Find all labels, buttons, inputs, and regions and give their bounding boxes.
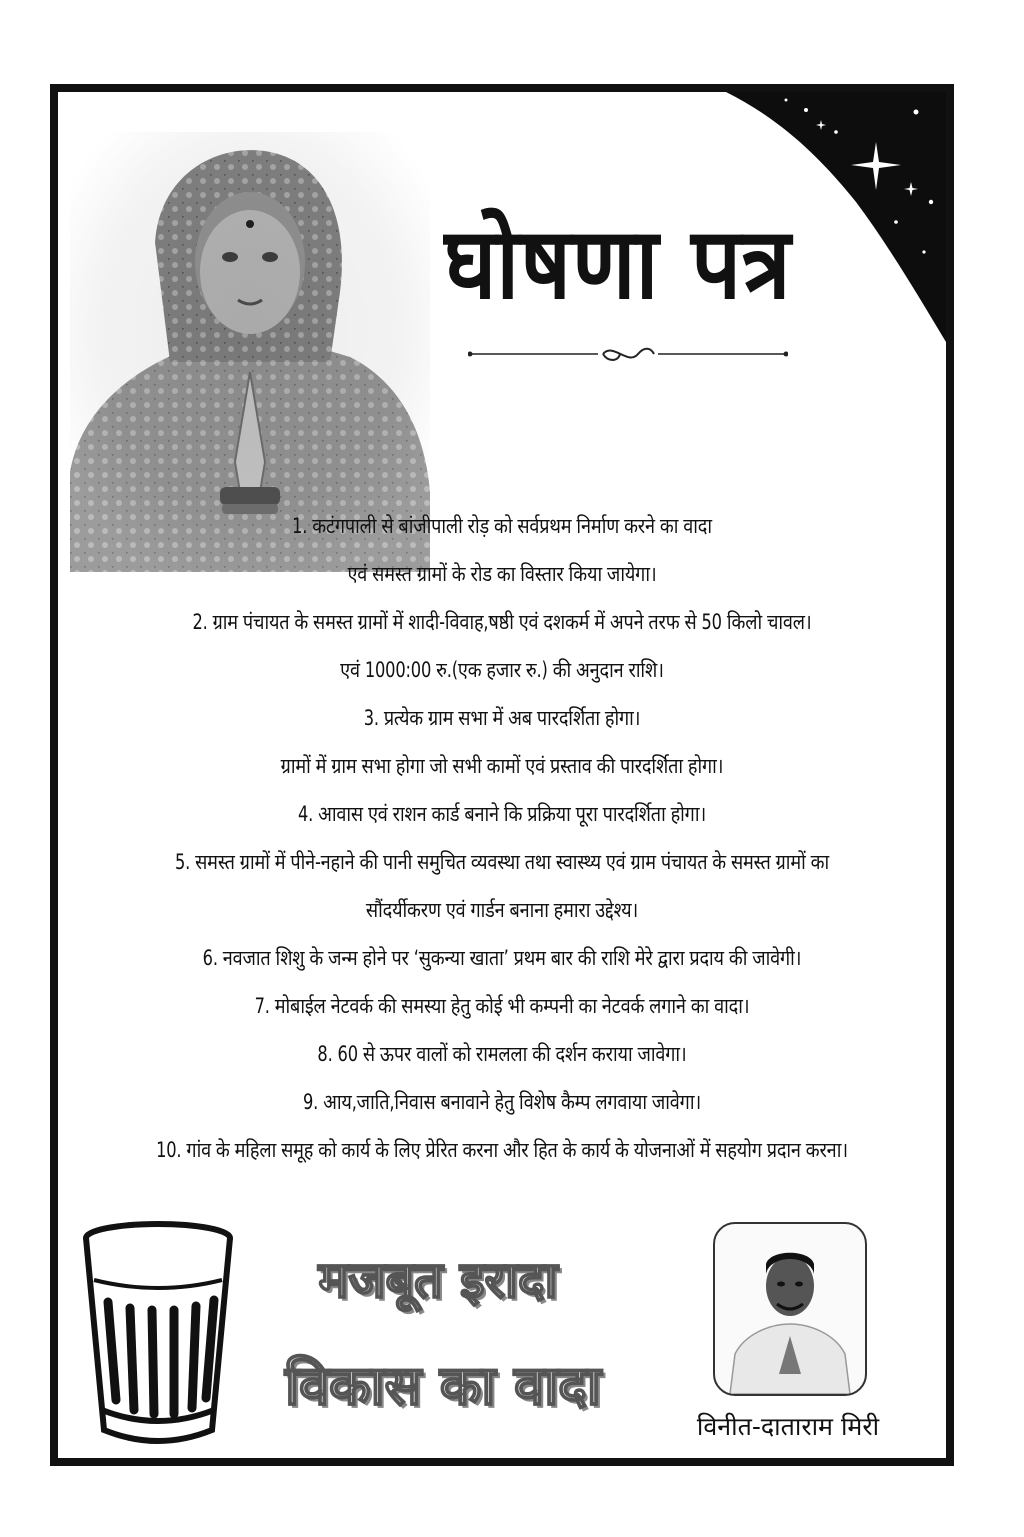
slogan-line-1: मजबूत इरादा — [318, 1251, 558, 1309]
manifesto-line: 6. नवजात शिशु के जन्म होने पर ‘सुकन्या खाता’ प्रथम बार की राशि मेरे द्वारा प्रदाय की जावेगी। — [202, 946, 802, 970]
manifesto-line: 10. गांव के महिला समूह को कार्य के लिए प्रेरित करना और हित के कार्य के योजनाओं में सहयोग प्रदान करना। — [156, 1138, 848, 1162]
manifesto-line: 4. आवास एवं राशन कार्ड बनाने कि प्रक्रिया पूरा पारदर्शिता होगा। — [297, 802, 707, 826]
manifesto-line: एवं समस्त ग्रामों के रोड का विस्तार किया जायेगा। — [347, 562, 657, 586]
supporter-photo — [713, 1222, 867, 1396]
manifesto-line: 9. आय,जाति,निवास बनावाने हेतु विशेष कैम्प लगवाया जावेगा। — [302, 1090, 702, 1114]
manifesto-list — [58, 502, 946, 1174]
manifesto-line: एवं 1000:00 रु.(एक हजार रु.) की अनुदान राशि। — [340, 658, 664, 682]
manifesto-line: 3. प्रत्येक ग्राम सभा में अब पारदर्शिता होगा। — [363, 706, 641, 730]
manifesto-line: 8. 60 से ऊपर वालों को रामलला की दर्शन कराया जावेगा। — [317, 1042, 687, 1066]
supporter-portrait — [715, 1224, 865, 1394]
manifesto-line: 5. समस्त ग्रामों में पीने-नहाने की पानी समुचित व्यवस्था तथा स्वास्थ्य एवं ग्राम पंचायत के समस्त ग्रामों का — [175, 850, 829, 874]
manifesto-line: सौंदर्यीकरण एवं गार्डन बनाना हमारा उद्देश्य। — [365, 898, 639, 922]
slogan-line-2: विकास का वादा — [285, 1354, 601, 1417]
manifesto-line: 7. मोबाईल नेटवर्क की समस्या हेतु कोई भी कम्पनी का नेटवर्क लगाने का वादा। — [254, 994, 750, 1018]
signoff-name: विनीत-दाताराम मिरी — [696, 1412, 880, 1441]
manifesto-line: ग्रामों में ग्राम सभा होगा जो सभी कामों एवं प्रस्ताव की पारदर्शिता होगा। — [280, 754, 724, 778]
poster-frame — [50, 84, 954, 1466]
glass-symbol-icon — [78, 1220, 238, 1452]
manifesto-line: 1. कटंगपाली से बांजीपाली रोड़ को सर्वप्रथम निर्माण करने का वादा — [292, 514, 712, 538]
manifesto-line: 2. ग्राम पंचायत के समस्त ग्रामों में शादी-विवाह,षष्ठी एवं दशकर्म में अपने तरफ से 50 किलो चावल। — [192, 610, 812, 634]
divider-ornament — [468, 342, 788, 366]
page-title: घोषणा पत्र — [444, 205, 792, 322]
